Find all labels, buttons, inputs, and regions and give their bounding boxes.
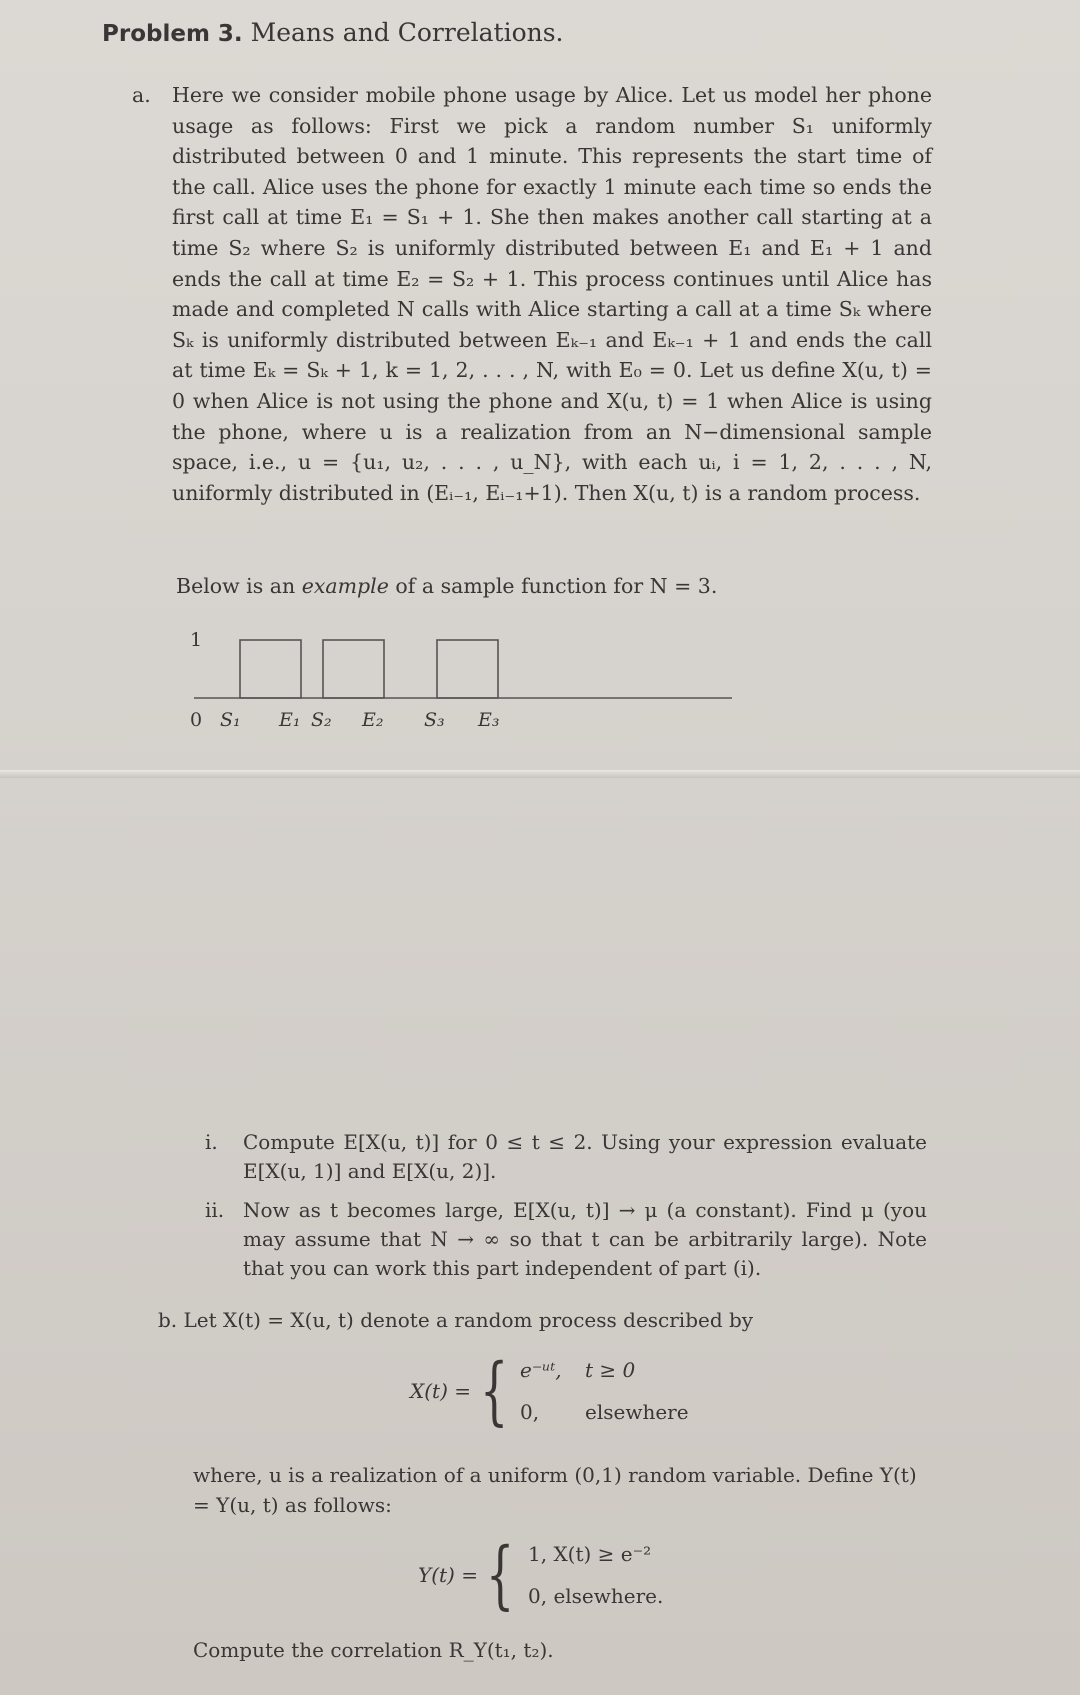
x-tick-label: E₁	[279, 709, 301, 731]
case-condition: elsewhere	[585, 1400, 689, 1424]
problem-label: Problem 3.	[102, 21, 243, 47]
example-caption	[176, 574, 717, 598]
call-pulse-2	[323, 640, 384, 698]
question-number: i.	[205, 1130, 218, 1154]
call-pulse-3	[437, 640, 498, 698]
equation-y-definition	[418, 1532, 698, 1620]
paper-fold	[0, 770, 1080, 778]
question-i	[205, 1128, 927, 1186]
sample-function-diagram	[180, 624, 740, 734]
question-text: Compute E[X(u, t)] for 0 ≤ t ≤ 2. Using your expression evaluate E[X(u, 1)] and E[X(u, 2)].	[243, 1130, 927, 1183]
equation-lhs: X(t) =	[410, 1379, 471, 1403]
problem-title-text: Means and Correlations.	[250, 18, 564, 47]
x-tick-label: 0	[190, 709, 203, 731]
case-line: 0, elsewhere.	[528, 1584, 664, 1608]
left-brace: {	[480, 1348, 509, 1434]
part-a-marker: a.	[132, 83, 151, 107]
x-tick-label: E₂	[362, 709, 384, 731]
x-tick-label: S₁	[220, 709, 241, 731]
example-before: Below is an	[176, 574, 302, 598]
question-text: Now as t becomes large, E[X(u, t)] → μ (a constant). Find μ (you may assume that N → ∞ so that t can be arbitrarily large). Note that you can work this part independent of part (i).	[243, 1198, 927, 1280]
case-value: e⁻ᵘᵗ,	[520, 1358, 562, 1382]
part-a-text: Here we consider mobile phone usage by Alice. Let us model her phone usage as follows: First we pick a random number S₁ uniformly distributed between 0 and 1 minute. This represents the start time of the call. Alice uses the phone for exactly 1 minute each time so ends the first call at time E₁ = S₁ + 1. She then makes another call starting at a time S₂ where S₂ is uniformly distributed between E₁ and E₁ + 1 and ends the call at time E₂ = S₂ + 1. This process continues until Alice has made and completed N calls with Alice starting a call at a time Sₖ where Sₖ is uniformly distributed between Eₖ₋₁ and Eₖ₋₁ + 1 and ends the call at time Eₖ = Sₖ + 1, k = 1, 2, . . . , N, with E₀ = 0. Let us define X(u, t) = 0 when Alice is not using the phone and X(u, t) = 1 when Alice is using the phone, where u is a realization from an N−dimensional sample space, i.e., u = {u₁, u₂, . . . , u_N}, with each uᵢ, i = 1, 2, . . . , N, uniformly distributed in (Eᵢ₋₁, Eᵢ₋₁+1). Then X(u, t) is a random process.	[172, 83, 932, 505]
case-line: 1, X(t) ≥ e⁻²	[528, 1542, 652, 1566]
left-brace: {	[486, 1532, 515, 1618]
x-tick-label: E₃	[478, 709, 500, 731]
example-after: of a sample function for N = 3.	[388, 574, 718, 598]
case-value: 0,	[520, 1400, 540, 1424]
call-pulse-1	[240, 640, 301, 698]
y-tick-label: 1	[190, 629, 203, 651]
part-b-compute: Compute the correlation R_Y(t₁, t₂).	[193, 1638, 554, 1662]
part-a	[132, 80, 932, 508]
part-b-intro: b. Let X(t) = X(u, t) denote a random process described by	[158, 1308, 754, 1332]
equation-lhs: Y(t) =	[418, 1563, 478, 1587]
question-number: ii.	[205, 1198, 225, 1222]
x-tick-label: S₃	[424, 709, 445, 731]
case-condition: t ≥ 0	[585, 1358, 636, 1382]
question-ii	[205, 1196, 927, 1283]
example-emphasis: example	[301, 574, 389, 598]
equation-x-definition	[410, 1348, 690, 1436]
part-b-where-text: where, u is a realization of a uniform (0,1) random variable. Define Y(t) = Y(u, t) as follows:	[193, 1463, 917, 1517]
x-tick-label: S₂	[311, 709, 332, 731]
problem-title	[102, 18, 564, 47]
